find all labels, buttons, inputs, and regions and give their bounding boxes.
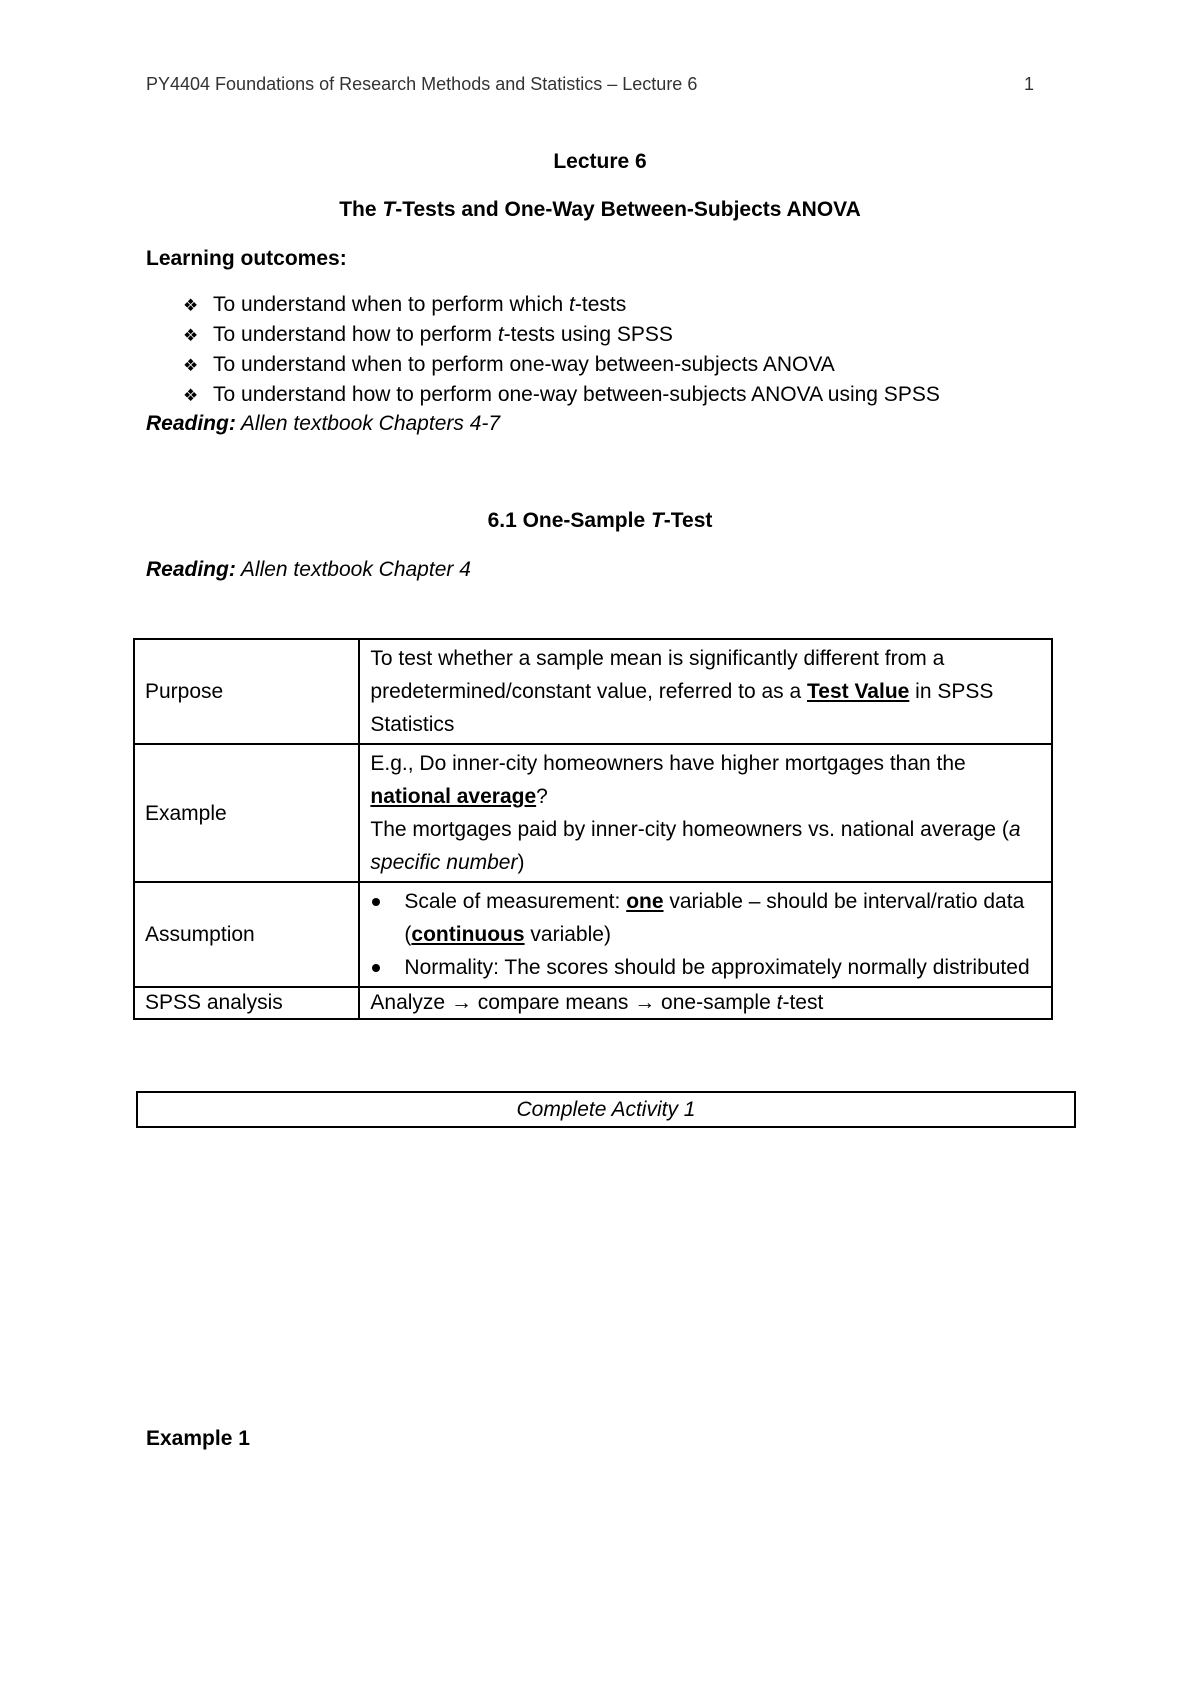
list-item	[183, 320, 940, 350]
example-italic: a specific number	[370, 818, 1021, 874]
list-item	[183, 350, 940, 380]
assumption-label: Assumption	[134, 882, 359, 987]
diamond-bullet-icon: ❖	[183, 296, 199, 315]
example-question: E.g., Do inner-city homeowners have higher mortgages than the	[370, 752, 966, 775]
outcome-italic: t	[497, 323, 504, 346]
subtitle-text-rest: -Tests and One-Way Between-Subjects ANOVA	[395, 198, 861, 221]
spss-step: compare means	[471, 991, 635, 1014]
purpose-text-rest: in SPSS Statistics	[370, 680, 994, 736]
arrow-right-icon: →	[634, 991, 656, 1014]
example-question-end: ?	[536, 785, 548, 808]
table-row-purpose	[134, 639, 1052, 744]
table-row-assumption	[134, 882, 1052, 987]
purpose-keyword: Test Value	[807, 680, 910, 703]
learning-outcomes-list	[183, 290, 940, 410]
assumption-list	[370, 885, 1041, 984]
purpose-label: Purpose	[134, 639, 359, 744]
outcome-text: To understand how to perform	[213, 323, 498, 346]
diamond-bullet-icon: ❖	[183, 356, 199, 375]
example-keyword: national average	[370, 785, 537, 808]
outcome-italic: t	[569, 293, 575, 316]
list-item	[370, 951, 1041, 984]
assumption-text-mid: variable – should be interval/ratio data (	[404, 890, 1025, 946]
reading-text: Allen textbook Chapters 4-7	[235, 412, 501, 435]
subtitle-italic-t: T	[382, 198, 396, 221]
section-text-rest: -Test	[663, 509, 713, 532]
purpose-text: To test whether a sample mean is significantly different from a predetermined/constant value, referred to as a	[370, 647, 945, 703]
learning-outcomes-heading: Learning outcomes:	[146, 247, 347, 270]
section-heading	[0, 509, 1200, 533]
bullet-dot-icon	[372, 964, 380, 972]
diamond-bullet-icon: ❖	[183, 326, 199, 345]
spss-label: SPSS analysis	[134, 987, 359, 1019]
reading-label: Reading:	[146, 412, 236, 435]
section-text: 6.1 One-Sample	[487, 509, 651, 532]
assumption-keyword: one	[626, 890, 664, 913]
reading-note	[146, 412, 500, 436]
spss-path	[359, 987, 1052, 1019]
list-item	[183, 290, 940, 320]
assumption-text: Normality: The scores should be approximately normally distributed	[404, 956, 1030, 979]
lecture-title: Lecture 6	[553, 150, 647, 173]
spss-step: Analyze	[370, 991, 451, 1014]
example-description	[359, 744, 1052, 882]
table-row-example	[134, 744, 1052, 882]
example-heading: Example 1	[146, 1427, 250, 1450]
arrow-right-icon: →	[450, 991, 472, 1014]
activity-box: Complete Activity 1	[136, 1091, 1076, 1128]
reading-text: Allen textbook Chapter 4	[235, 558, 471, 581]
bullet-dot-icon	[372, 898, 380, 906]
outcome-text: To understand when to perform which	[213, 293, 570, 316]
outcome-text: To understand how to perform one-way between-subjects ANOVA using SPSS	[213, 383, 940, 406]
spss-step: one-sample	[655, 991, 777, 1014]
section-italic-t: T	[650, 509, 664, 532]
reading-note-chapter	[146, 558, 471, 582]
reading-label: Reading:	[146, 558, 236, 581]
list-item	[183, 380, 940, 410]
one-sample-t-test-table	[133, 638, 1053, 1020]
assumption-keyword-2: continuous	[411, 923, 525, 946]
subtitle-text: The	[339, 198, 383, 221]
assumption-text: Scale of measurement:	[404, 890, 627, 913]
outcome-text: To understand when to perform one-way between-subjects ANOVA	[213, 353, 835, 376]
list-item	[370, 885, 1041, 951]
outcome-text-rest: -tests	[574, 293, 627, 316]
page-number: 1	[1024, 74, 1035, 94]
purpose-description	[359, 639, 1052, 744]
assumption-text-end: variable)	[524, 923, 611, 946]
assumption-description	[359, 882, 1052, 987]
example-text-end: )	[517, 851, 525, 874]
example-label: Example	[134, 744, 359, 882]
diamond-bullet-icon: ❖	[183, 386, 199, 405]
spss-italic-t: t	[776, 991, 783, 1014]
example-text: The mortgages paid by inner-city homeowners vs. national average (	[370, 818, 1009, 841]
table-row-spss	[134, 987, 1052, 1019]
outcome-text-rest: -tests using SPSS	[503, 323, 673, 346]
running-header: PY4404 Foundations of Research Methods and Statistics – Lecture 6	[146, 74, 698, 94]
spss-step-end: -test	[782, 991, 824, 1014]
lecture-subtitle	[0, 198, 1200, 222]
